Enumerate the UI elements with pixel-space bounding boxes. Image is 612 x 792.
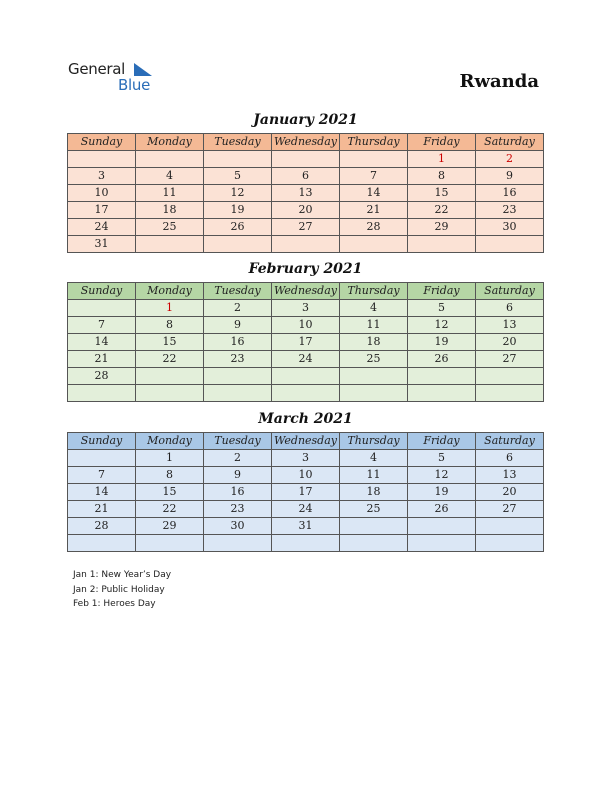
day-cell [272, 236, 340, 253]
day-cell: 9 [204, 317, 272, 334]
weekday-header: Wednesday [272, 283, 340, 300]
day-cell: 13 [272, 185, 340, 202]
week-row [68, 351, 544, 368]
day-cell [476, 236, 544, 253]
day-cell: 20 [476, 334, 544, 351]
day-cell: 30 [476, 219, 544, 236]
day-cell: 28 [68, 518, 136, 535]
weekday-header: Monday [136, 433, 204, 450]
day-cell: 5 [204, 168, 272, 185]
weekday-header: Saturday [476, 134, 544, 151]
weekday-header-row [68, 433, 544, 450]
day-cell [68, 385, 136, 402]
day-cell [68, 535, 136, 552]
day-cell: 11 [340, 317, 408, 334]
week-row [68, 484, 544, 501]
day-cell [476, 518, 544, 535]
day-cell [68, 151, 136, 168]
month-title-march: March 2021 [258, 411, 353, 427]
day-cell: 3 [68, 168, 136, 185]
day-cell: 21 [340, 202, 408, 219]
week-row [68, 368, 544, 385]
day-cell [204, 368, 272, 385]
weekday-header: Tuesday [204, 433, 272, 450]
day-cell: 16 [476, 185, 544, 202]
weekday-header-row [68, 134, 544, 151]
day-cell: 14 [68, 334, 136, 351]
calendar-body [68, 450, 544, 552]
holiday-note: Jan 2: Public Holiday [73, 584, 165, 595]
week-row [68, 317, 544, 334]
day-cell: 3 [272, 450, 340, 467]
day-cell: 24 [68, 219, 136, 236]
day-cell: 8 [136, 317, 204, 334]
day-cell: 25 [340, 351, 408, 368]
day-cell: 28 [68, 368, 136, 385]
day-cell: 27 [476, 501, 544, 518]
calendar-body [68, 300, 544, 402]
holiday-note: Jan 1: New Year’s Day [73, 570, 172, 580]
day-cell: 24 [272, 351, 340, 368]
day-cell: 9 [204, 467, 272, 484]
day-cell [340, 518, 408, 535]
day-cell: 17 [68, 202, 136, 219]
weekday-header: Tuesday [204, 134, 272, 151]
day-cell: 4 [340, 450, 408, 467]
day-cell [272, 151, 340, 168]
day-cell [136, 368, 204, 385]
day-cell: 10 [68, 185, 136, 202]
day-cell [340, 368, 408, 385]
week-row [68, 202, 544, 219]
calendar-march [67, 432, 544, 552]
day-cell: 15 [408, 185, 476, 202]
day-cell: 1 [136, 300, 204, 317]
day-cell: 26 [204, 219, 272, 236]
day-cell [272, 385, 340, 402]
day-cell [136, 236, 204, 253]
week-row [68, 168, 544, 185]
day-cell [204, 535, 272, 552]
generalblue-logo [68, 60, 168, 96]
day-cell [136, 535, 204, 552]
month-title-february: February 2021 [248, 261, 363, 277]
day-cell: 19 [408, 484, 476, 501]
weekday-header: Monday [136, 134, 204, 151]
day-cell: 24 [272, 501, 340, 518]
day-cell [204, 385, 272, 402]
day-cell: 20 [476, 484, 544, 501]
day-cell: 10 [272, 317, 340, 334]
weekday-header: Thursday [340, 433, 408, 450]
day-cell: 26 [408, 351, 476, 368]
day-cell [272, 368, 340, 385]
day-cell [136, 151, 204, 168]
day-cell [68, 300, 136, 317]
day-cell: 26 [408, 501, 476, 518]
day-cell: 31 [272, 518, 340, 535]
day-cell: 17 [272, 484, 340, 501]
week-row [68, 300, 544, 317]
day-cell: 11 [340, 467, 408, 484]
logo-text-general: General [68, 60, 126, 78]
day-cell [68, 450, 136, 467]
weekday-header: Thursday [340, 134, 408, 151]
day-cell: 23 [204, 351, 272, 368]
day-cell: 25 [136, 219, 204, 236]
day-cell [272, 535, 340, 552]
day-cell [408, 236, 476, 253]
weekday-header: Sunday [68, 433, 136, 450]
week-row [68, 185, 544, 202]
day-cell [408, 518, 476, 535]
weekday-header: Sunday [68, 134, 136, 151]
day-cell: 27 [476, 351, 544, 368]
holiday-note: Feb 1: Heroes Day [73, 599, 156, 609]
day-cell [408, 535, 476, 552]
day-cell: 18 [340, 484, 408, 501]
holiday-notes [73, 568, 171, 612]
day-cell: 8 [408, 168, 476, 185]
day-cell: 1 [408, 151, 476, 168]
week-row [68, 334, 544, 351]
month-title-january: January 2021 [253, 112, 358, 128]
weekday-header: Monday [136, 283, 204, 300]
weekday-header: Sunday [68, 283, 136, 300]
week-row [68, 518, 544, 535]
day-cell: 2 [204, 300, 272, 317]
day-cell: 29 [408, 219, 476, 236]
day-cell: 18 [340, 334, 408, 351]
week-row [68, 450, 544, 467]
day-cell: 6 [476, 300, 544, 317]
day-cell: 31 [68, 236, 136, 253]
week-row [68, 467, 544, 484]
day-cell: 2 [476, 151, 544, 168]
calendar-february [67, 282, 544, 402]
day-cell: 12 [204, 185, 272, 202]
day-cell: 23 [476, 202, 544, 219]
day-cell: 22 [136, 501, 204, 518]
week-row [68, 535, 544, 552]
day-cell [340, 151, 408, 168]
day-cell: 19 [204, 202, 272, 219]
day-cell: 13 [476, 317, 544, 334]
week-row [68, 385, 544, 402]
day-cell: 16 [204, 334, 272, 351]
day-cell: 4 [136, 168, 204, 185]
weekday-header: Wednesday [272, 134, 340, 151]
day-cell [476, 368, 544, 385]
weekday-header: Friday [408, 134, 476, 151]
weekday-header: Friday [408, 283, 476, 300]
day-cell: 7 [68, 317, 136, 334]
day-cell: 19 [408, 334, 476, 351]
calendar-body [68, 151, 544, 253]
day-cell: 21 [68, 351, 136, 368]
day-cell [204, 151, 272, 168]
day-cell [204, 236, 272, 253]
day-cell: 23 [204, 501, 272, 518]
day-cell: 12 [408, 467, 476, 484]
day-cell: 22 [136, 351, 204, 368]
day-cell: 1 [136, 450, 204, 467]
day-cell: 7 [68, 467, 136, 484]
day-cell [340, 236, 408, 253]
week-row [68, 236, 544, 253]
day-cell: 15 [136, 484, 204, 501]
day-cell [408, 385, 476, 402]
day-cell: 3 [272, 300, 340, 317]
week-row [68, 151, 544, 168]
day-cell: 13 [476, 467, 544, 484]
country-title: Rwanda [459, 71, 539, 92]
day-cell [340, 385, 408, 402]
day-cell: 9 [476, 168, 544, 185]
week-row [68, 501, 544, 518]
day-cell: 6 [272, 168, 340, 185]
day-cell: 7 [340, 168, 408, 185]
logo-flag-icon [134, 63, 152, 77]
day-cell: 5 [408, 300, 476, 317]
day-cell: 12 [408, 317, 476, 334]
day-cell: 17 [272, 334, 340, 351]
weekday-header: Wednesday [272, 433, 340, 450]
day-cell: 30 [204, 518, 272, 535]
day-cell: 8 [136, 467, 204, 484]
day-cell: 29 [136, 518, 204, 535]
day-cell: 21 [68, 501, 136, 518]
day-cell [340, 535, 408, 552]
day-cell [476, 535, 544, 552]
day-cell: 27 [272, 219, 340, 236]
day-cell: 22 [408, 202, 476, 219]
day-cell: 14 [68, 484, 136, 501]
day-cell: 6 [476, 450, 544, 467]
day-cell [476, 385, 544, 402]
day-cell: 20 [272, 202, 340, 219]
logo-text-blue: Blue [118, 76, 150, 94]
day-cell: 10 [272, 467, 340, 484]
day-cell: 28 [340, 219, 408, 236]
day-cell [136, 385, 204, 402]
day-cell: 15 [136, 334, 204, 351]
calendar-january [67, 133, 544, 253]
day-cell: 16 [204, 484, 272, 501]
day-cell: 25 [340, 501, 408, 518]
day-cell: 18 [136, 202, 204, 219]
weekday-header-row [68, 283, 544, 300]
weekday-header: Friday [408, 433, 476, 450]
day-cell: 14 [340, 185, 408, 202]
day-cell: 4 [340, 300, 408, 317]
day-cell [408, 368, 476, 385]
weekday-header: Tuesday [204, 283, 272, 300]
day-cell: 5 [408, 450, 476, 467]
weekday-header: Saturday [476, 283, 544, 300]
weekday-header: Thursday [340, 283, 408, 300]
weekday-header: Saturday [476, 433, 544, 450]
week-row [68, 219, 544, 236]
day-cell: 2 [204, 450, 272, 467]
day-cell: 11 [136, 185, 204, 202]
